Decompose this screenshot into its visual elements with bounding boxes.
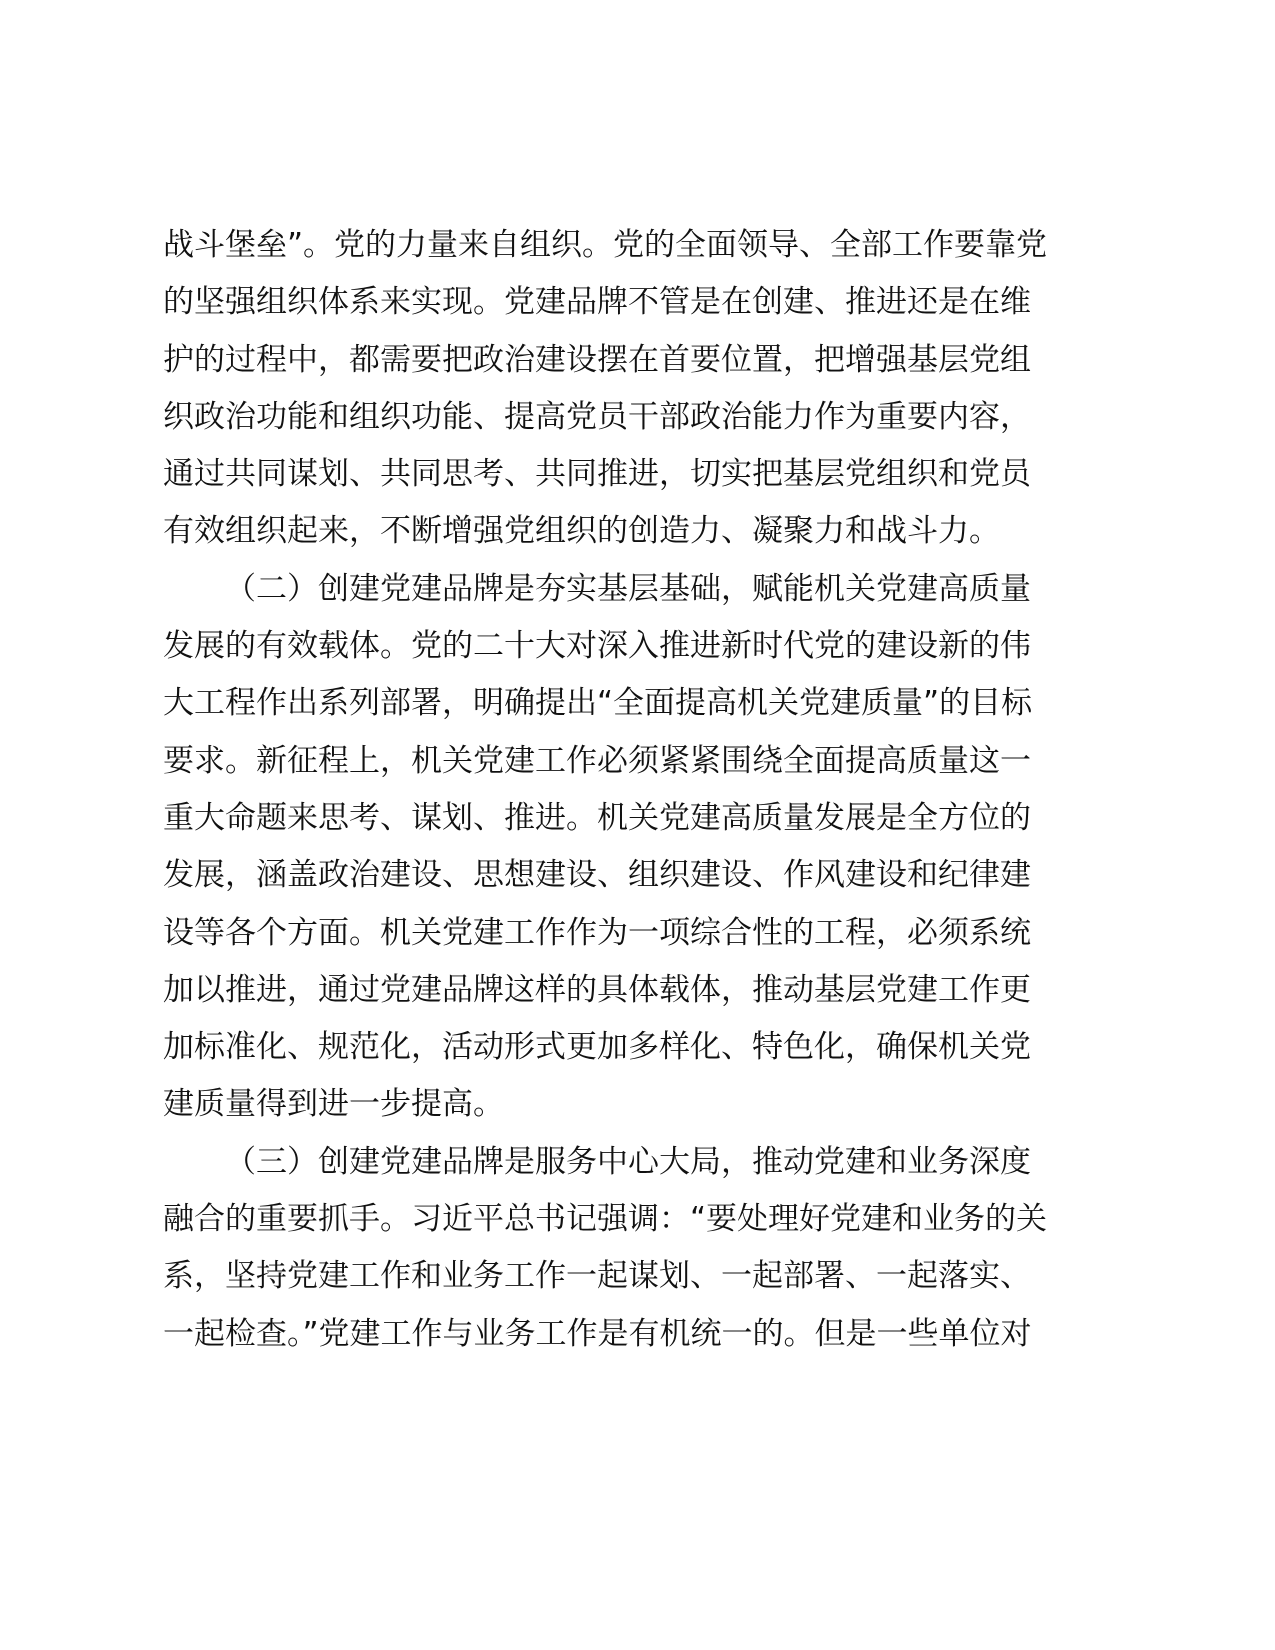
body-text [163,217,1113,1363]
text-line: 的坚强组织体系来实现。党建品牌不管是在创建、推进还是在维 [163,284,1031,321]
paragraph-start-line: （二）创建党建品牌是夯实基层基础，赋能机关党建高质量 [225,570,1031,607]
text-line: 设等各个方面。机关党建工作作为一项综合性的工程，必须系统 [163,914,1031,951]
text-line: 系，坚持党建工作和业务工作一起谋划、一起部署、一起落实、 [163,1258,1031,1295]
text-line: 发展的有效载体。党的二十大对深入推进新时代党的建设新的伟 [163,628,1031,665]
text-line: 建质量得到进一步提高。 [163,1086,504,1123]
text-line: 通过共同谋划、共同思考、共同推进，切实把基层党组织和党员 [163,456,1031,493]
text-line: 发展，涵盖政治建设、思想建设、组织建设、作风建设和纪律建 [163,857,1031,894]
text-line: 要求。新征程上，机关党建工作必须紧紧围绕全面提高质量这一 [163,742,1031,779]
text-line: 护的过程中，都需要把政治建设摆在首要位置，把增强基层党组 [163,341,1031,378]
text-line: 战斗堡垒”。党的力量来自组织。党的全面领导、全部工作要靠党 [163,227,1048,263]
text-line: 有效组织起来，不断增强党组织的创造力、凝聚力和战斗力。 [163,513,1000,550]
text-line: 加标准化、规范化，活动形式更加多样化、特色化，确保机关党 [163,1029,1031,1066]
text-line: 一起检查。”党建工作与业务工作是有机统一的。但是一些单位对 [163,1315,1032,1352]
text-line: 大工程作出系列部署，明确提出“全面提高机关党建质量”的目标 [163,685,1033,722]
text-line: 加以推进，通过党建品牌这样的具体载体，推动基层党建工作更 [163,971,1031,1008]
text-line: 织政治功能和组织功能、提高党员干部政治能力作为重要内容， [163,398,1031,435]
text-line: 融合的重要抓手。习近平总书记强调：“要处理好党建和业务的关 [163,1201,1048,1238]
paragraph-start-line: （三）创建党建品牌是服务中心大局，推动党建和业务深度 [225,1143,1031,1180]
text-line: 重大命题来思考、谋划、推进。机关党建高质量发展是全方位的 [163,799,1031,836]
